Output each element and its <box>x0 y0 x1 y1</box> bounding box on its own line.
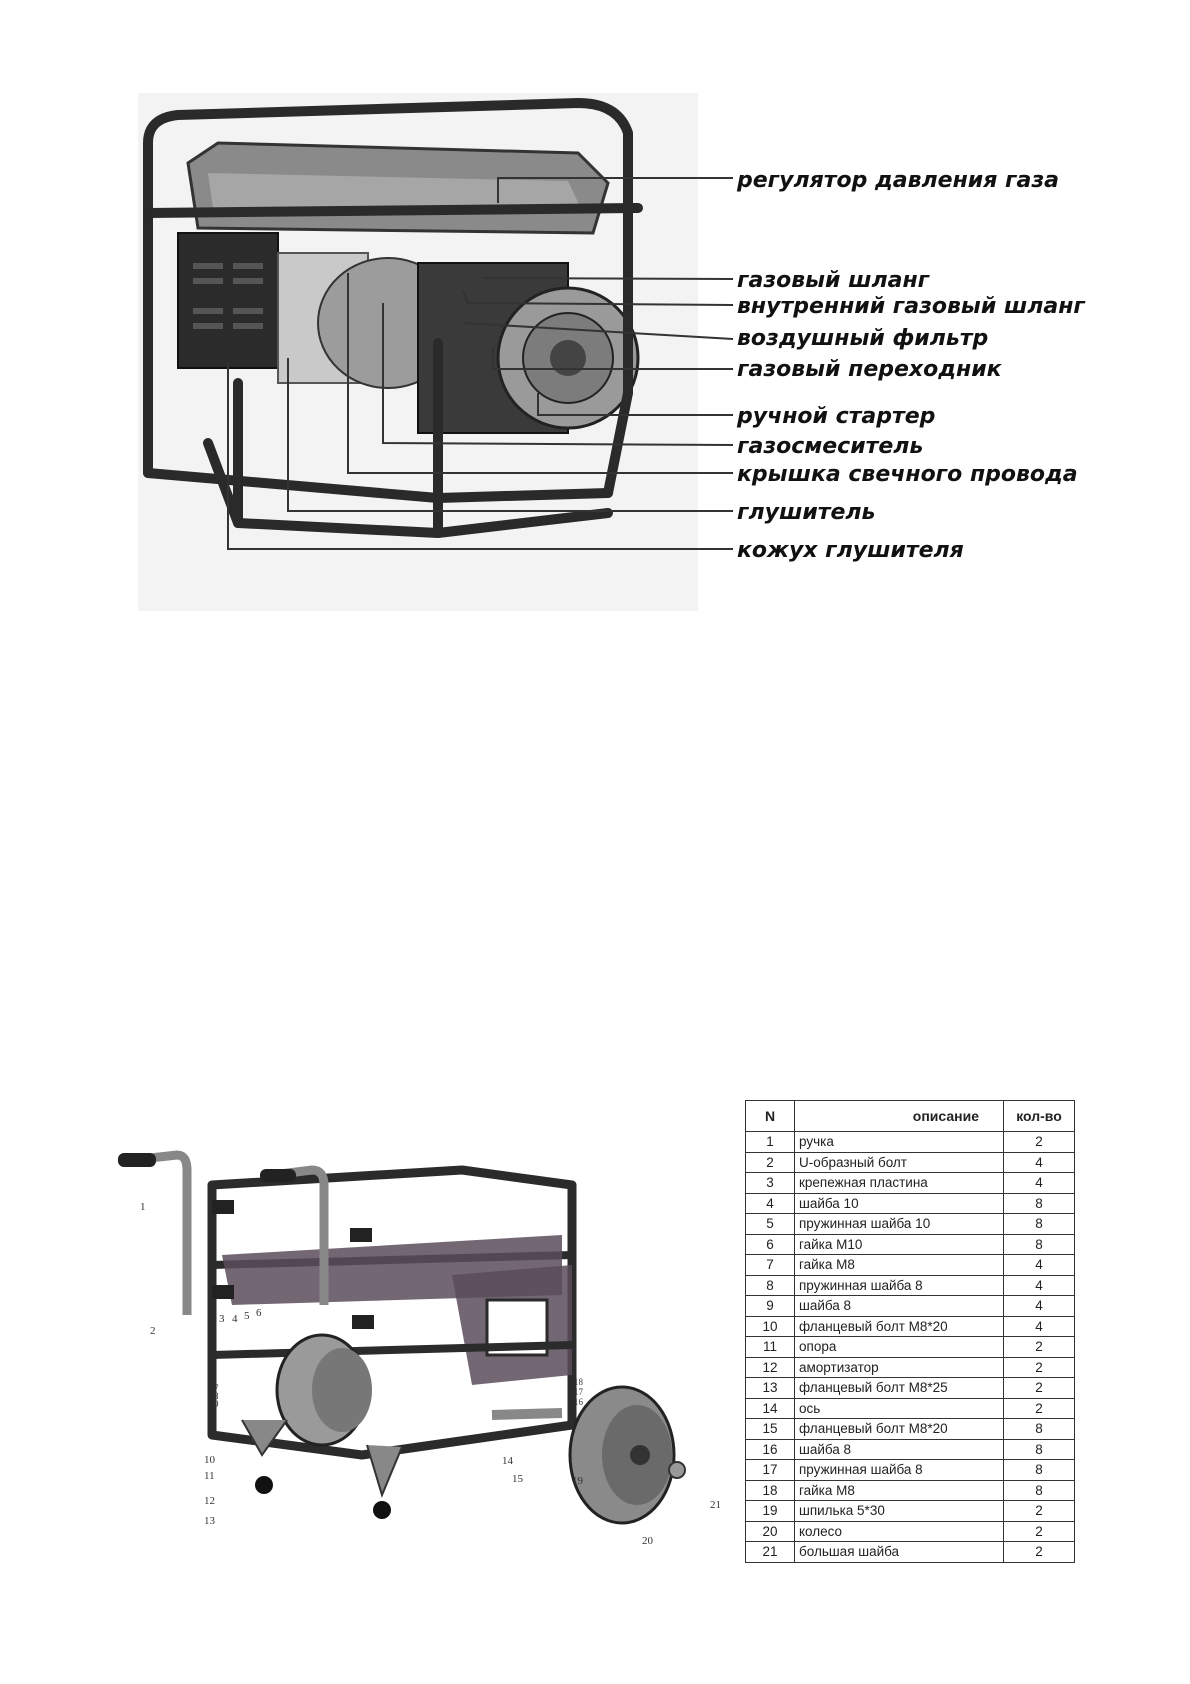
cell-quantity: 2 <box>1004 1132 1075 1153</box>
cell-description: U-образный болт <box>795 1152 1004 1173</box>
cell-quantity: 4 <box>1004 1173 1075 1194</box>
callout-manual-starter: ручной стартер <box>737 404 936 429</box>
diagram-number: 9 <box>214 1399 219 1409</box>
callout-gas-hose: газовый шланг <box>737 268 930 293</box>
callout-muffler-cover: кожух глушителя <box>737 538 964 563</box>
cell-description: гайка M8 <box>795 1255 1004 1276</box>
cell-quantity: 2 <box>1004 1357 1075 1378</box>
callout-inner-gas-hose: внутренний газовый шланг <box>737 294 1085 319</box>
cell-number: 19 <box>746 1501 795 1522</box>
diagram-number: 5 <box>244 1310 250 1322</box>
cell-quantity: 2 <box>1004 1398 1075 1419</box>
cell-description: фланцевый болт M8*25 <box>795 1378 1004 1399</box>
diagram-number: 8 <box>214 1391 219 1401</box>
cell-number: 12 <box>746 1357 795 1378</box>
cell-description: пружинная шайба 8 <box>795 1275 1004 1296</box>
cell-number: 15 <box>746 1419 795 1440</box>
cell-number: 8 <box>746 1275 795 1296</box>
cell-description: пружинная шайба 8 <box>795 1460 1004 1481</box>
cell-description: крепежная пластина <box>795 1173 1004 1194</box>
table-row <box>746 1419 1075 1440</box>
cell-description: шайба 8 <box>795 1296 1004 1317</box>
diagram-number: 20 <box>642 1535 653 1547</box>
cell-quantity: 4 <box>1004 1275 1075 1296</box>
table-row <box>746 1378 1075 1399</box>
diagram-number: 14 <box>502 1455 513 1467</box>
cell-quantity: 8 <box>1004 1460 1075 1481</box>
cell-description: ось <box>795 1398 1004 1419</box>
table-row <box>746 1173 1075 1194</box>
cell-description: большая шайба <box>795 1542 1004 1563</box>
cell-quantity: 4 <box>1004 1255 1075 1276</box>
cell-quantity: 2 <box>1004 1542 1075 1563</box>
table-row <box>746 1255 1075 1276</box>
diagram-number: 4 <box>232 1313 238 1325</box>
cell-description: фланцевый болт M8*20 <box>795 1316 1004 1337</box>
cell-description: пружинная шайба 10 <box>795 1214 1004 1235</box>
diagram-number: 6 <box>256 1307 262 1319</box>
cell-quantity: 8 <box>1004 1234 1075 1255</box>
header-number: N <box>746 1101 795 1132</box>
cell-number: 9 <box>746 1296 795 1317</box>
diagram-number: 15 <box>512 1473 523 1485</box>
callout-spark-plug-cap: крышка свечного провода <box>737 462 1078 487</box>
table-row <box>746 1480 1075 1501</box>
cell-quantity: 8 <box>1004 1480 1075 1501</box>
cell-number: 4 <box>746 1193 795 1214</box>
cell-description: гайка M8 <box>795 1480 1004 1501</box>
cell-number: 17 <box>746 1460 795 1481</box>
cell-quantity: 8 <box>1004 1193 1075 1214</box>
cell-description: шпилька 5*30 <box>795 1501 1004 1522</box>
cell-quantity: 8 <box>1004 1439 1075 1460</box>
diagram-number: 17 <box>574 1387 583 1397</box>
table-row <box>746 1439 1075 1460</box>
table-row <box>746 1316 1075 1337</box>
table-row <box>746 1275 1075 1296</box>
parts-table-header <box>746 1101 1075 1132</box>
cell-number: 2 <box>746 1152 795 1173</box>
cell-number: 16 <box>746 1439 795 1460</box>
table-row <box>746 1542 1075 1563</box>
table-row <box>746 1357 1075 1378</box>
cell-description: гайка M10 <box>795 1234 1004 1255</box>
callout-gas-mixer: газосмеситель <box>737 434 924 459</box>
table-row <box>746 1337 1075 1358</box>
table-row <box>746 1234 1075 1255</box>
callout-air-filter: воздушный фильтр <box>737 326 989 351</box>
cell-number: 20 <box>746 1521 795 1542</box>
table-row <box>746 1501 1075 1522</box>
cell-number: 13 <box>746 1378 795 1399</box>
cell-number: 18 <box>746 1480 795 1501</box>
cell-number: 6 <box>746 1234 795 1255</box>
callout-gas-pressure-regulator: регулятор давления газа <box>737 168 1059 193</box>
cell-description: опора <box>795 1337 1004 1358</box>
cell-quantity: 8 <box>1004 1214 1075 1235</box>
cell-number: 1 <box>746 1132 795 1153</box>
diagram-number: 19 <box>572 1475 583 1487</box>
cell-quantity: 2 <box>1004 1337 1075 1358</box>
diagram-number: 18 <box>574 1377 583 1387</box>
cell-description: шайба 10 <box>795 1193 1004 1214</box>
cell-number: 10 <box>746 1316 795 1337</box>
cell-quantity: 4 <box>1004 1152 1075 1173</box>
diagram-number: 7 <box>214 1383 219 1393</box>
cell-number: 5 <box>746 1214 795 1235</box>
cell-number: 14 <box>746 1398 795 1419</box>
table-row <box>746 1193 1075 1214</box>
diagram-number: 1 <box>140 1201 146 1213</box>
table-row <box>746 1398 1075 1419</box>
diagram-number: 12 <box>204 1495 215 1507</box>
header-quantity: кол-во <box>1004 1101 1075 1132</box>
cell-quantity: 2 <box>1004 1521 1075 1542</box>
parts-table <box>745 1100 1075 1563</box>
header-description: описание <box>795 1101 1004 1132</box>
cell-description: ручка <box>795 1132 1004 1153</box>
table-row <box>746 1132 1075 1153</box>
diagram-number: 11 <box>204 1470 215 1482</box>
parts-table-body <box>746 1132 1075 1563</box>
diagram-number: 13 <box>204 1515 215 1527</box>
cell-quantity: 4 <box>1004 1296 1075 1317</box>
cell-description: колесо <box>795 1521 1004 1542</box>
diagram-number: 2 <box>150 1325 156 1337</box>
cell-quantity: 2 <box>1004 1501 1075 1522</box>
callout-muffler: глушитель <box>737 500 876 525</box>
cell-number: 7 <box>746 1255 795 1276</box>
cell-quantity: 8 <box>1004 1419 1075 1440</box>
diagram-number: 3 <box>219 1313 225 1325</box>
diagram-number: 21 <box>710 1499 721 1511</box>
cell-description: шайба 8 <box>795 1439 1004 1460</box>
table-row <box>746 1521 1075 1542</box>
parts-table-wrap <box>745 1100 1075 1563</box>
diagram-number: 16 <box>574 1397 583 1407</box>
exploded-frame-diagram <box>112 1125 740 1570</box>
table-row <box>746 1214 1075 1235</box>
cell-number: 21 <box>746 1542 795 1563</box>
callout-gas-adapter: газовый переходник <box>737 357 1002 382</box>
cell-description: фланцевый болт M8*20 <box>795 1419 1004 1440</box>
cell-description: амортизатор <box>795 1357 1004 1378</box>
table-row <box>746 1296 1075 1317</box>
cell-number: 11 <box>746 1337 795 1358</box>
cell-quantity: 4 <box>1004 1316 1075 1337</box>
cell-number: 3 <box>746 1173 795 1194</box>
cell-quantity: 2 <box>1004 1378 1075 1399</box>
diagram-number: 10 <box>204 1454 215 1466</box>
table-row <box>746 1152 1075 1173</box>
table-row <box>746 1460 1075 1481</box>
